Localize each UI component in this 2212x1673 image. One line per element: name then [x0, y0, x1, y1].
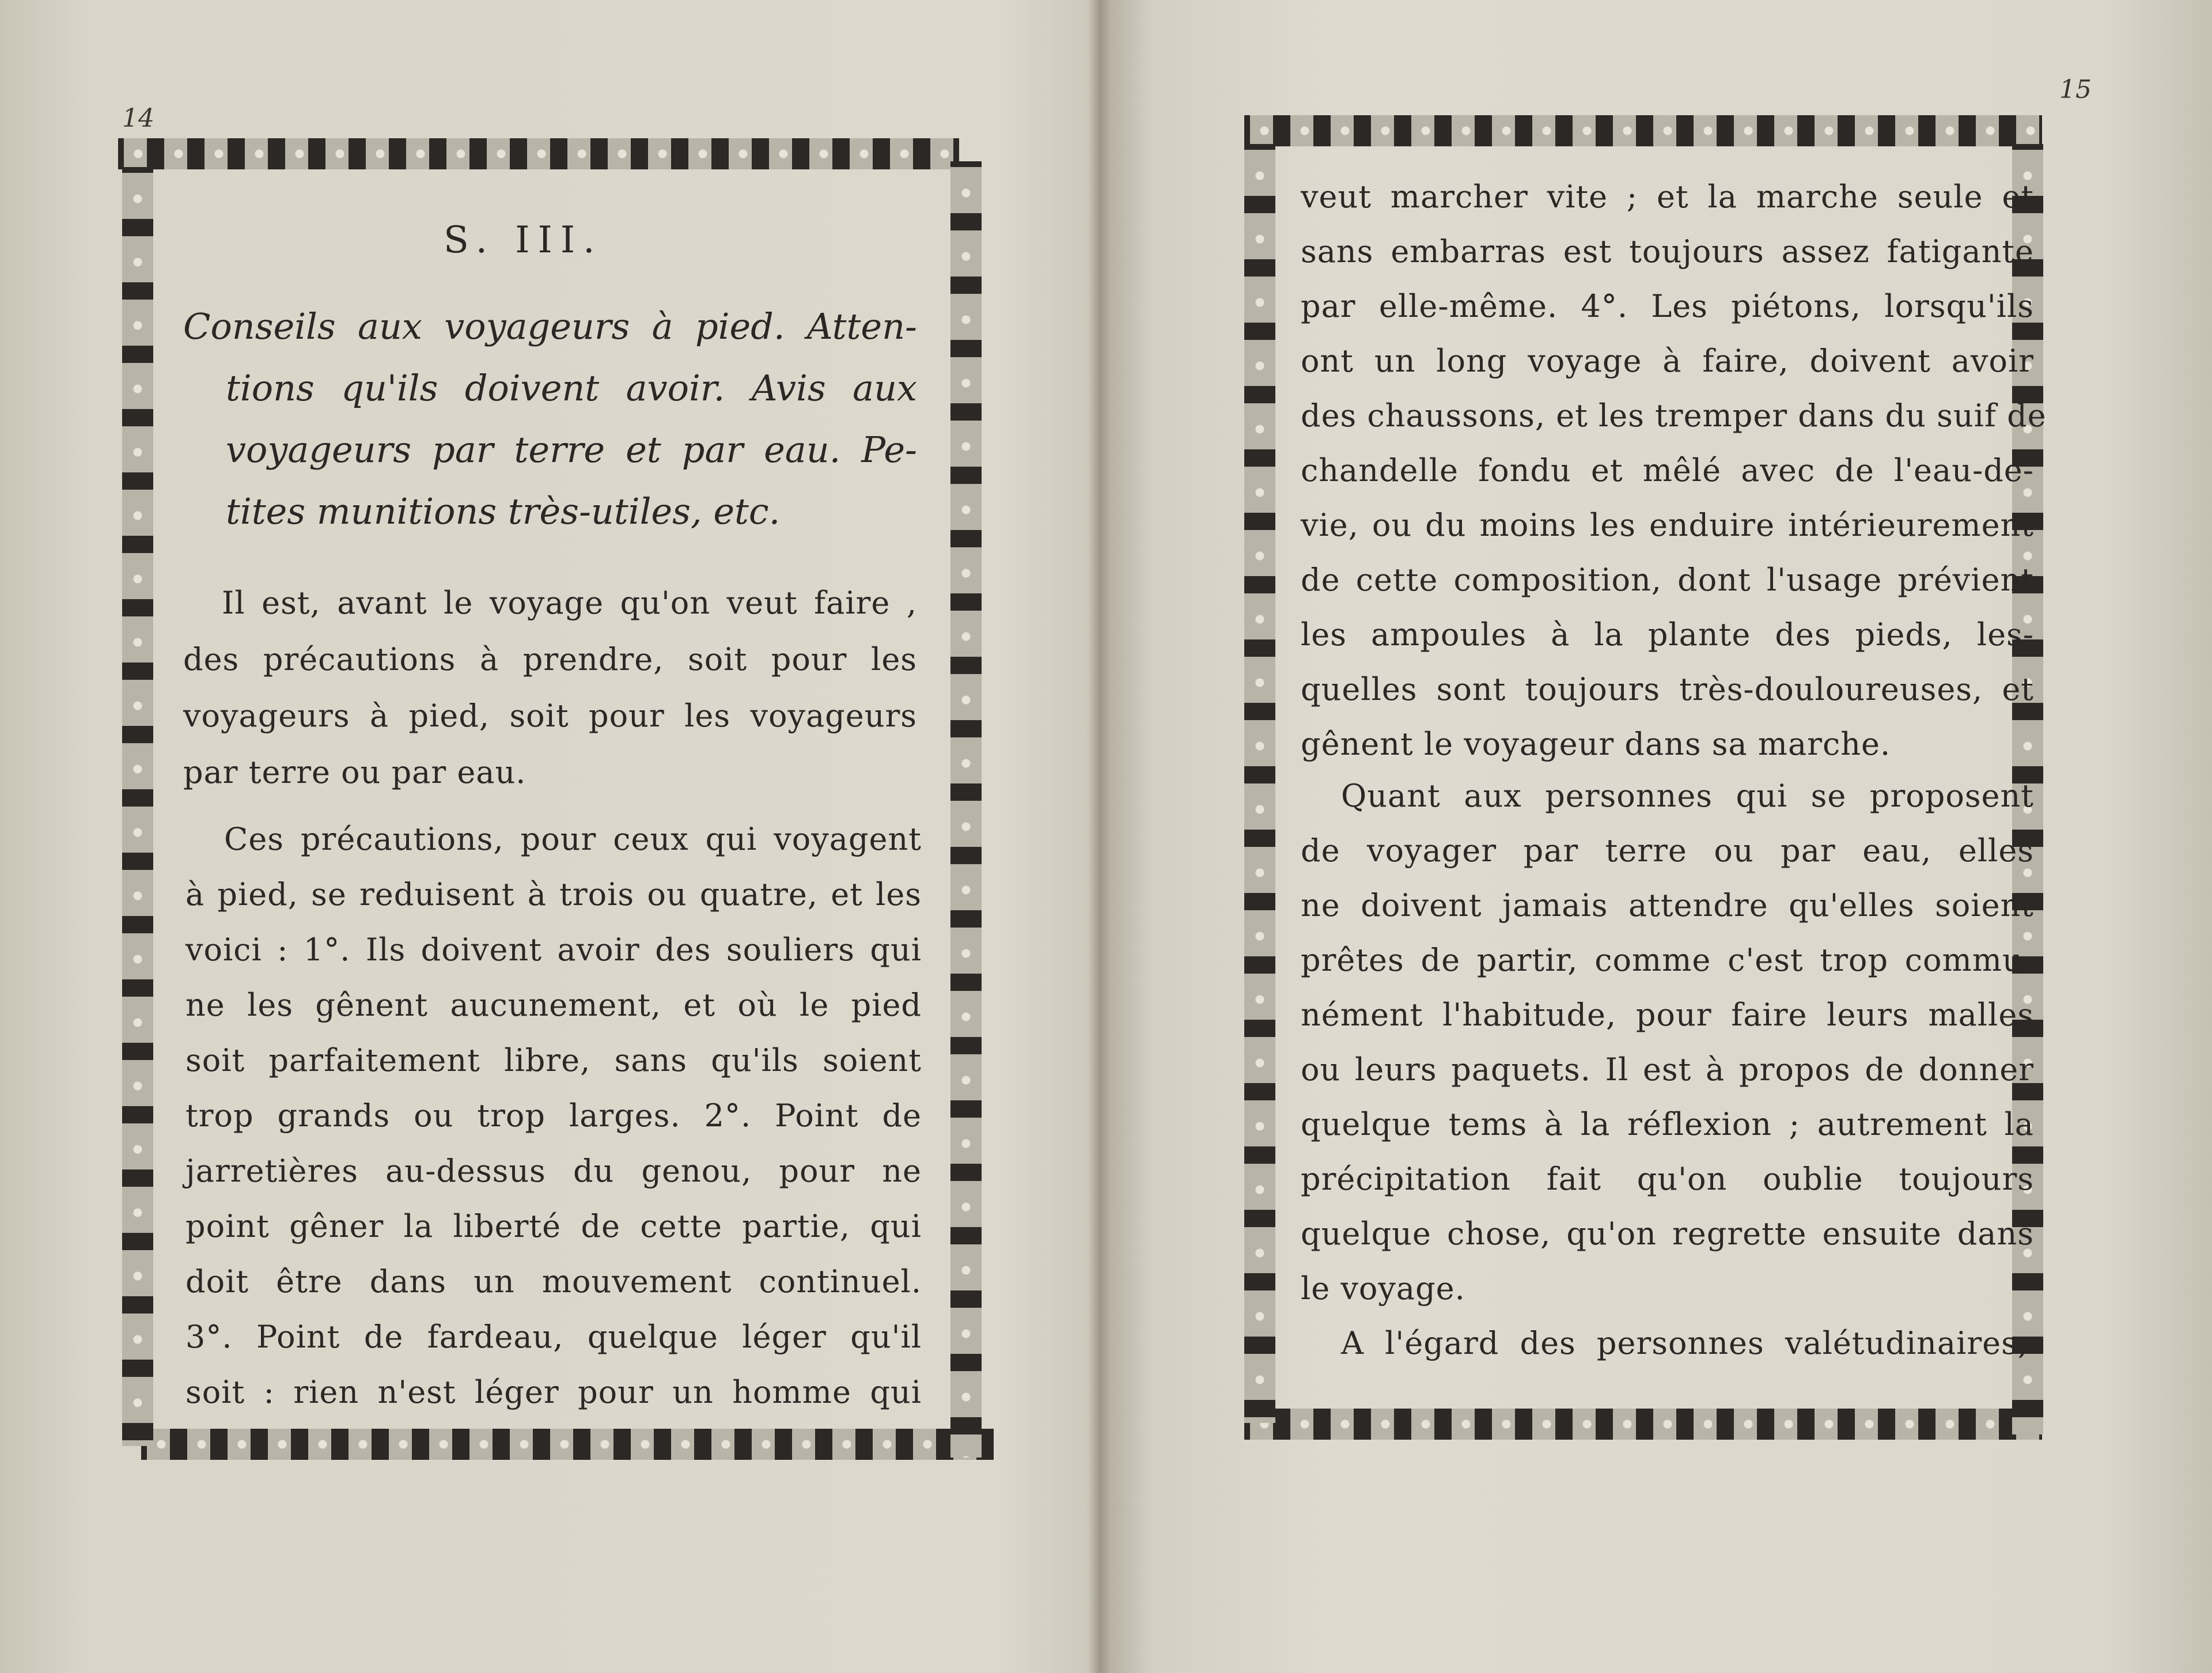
- text-line: point gêner la liberté de cette partie, qui: [185, 1208, 922, 1244]
- text-line: de cette composition, dont l'usage prévient: [1301, 562, 2034, 598]
- text-line: doit être dans un mouvement continuel.: [185, 1263, 922, 1300]
- text-line: ont un long voyage à faire, doivent avoir: [1301, 343, 2034, 379]
- text-line: tites munitions très-utiles, etc.: [226, 490, 781, 532]
- text-line: Ces précautions, pour ceux qui voyagent: [224, 821, 922, 857]
- right-page: [1103, 0, 2212, 1673]
- text-line: des précautions à prendre, soit pour les: [183, 641, 917, 677]
- text-line: voici : 1°. Ils doivent avoir des souliers qui: [185, 932, 922, 968]
- text-line: par terre ou par eau.: [183, 754, 527, 790]
- text-line: soit : rien n'est léger pour un homme qui: [185, 1374, 922, 1410]
- text-line: voyageurs par terre et par eau. Pe-: [226, 429, 917, 471]
- text-line: voyageurs à pied, soit pour les voyageurs: [183, 698, 917, 734]
- text-line: trop grands ou trop larges. 2°. Point de: [185, 1097, 922, 1134]
- text-line: précipitation fait qu'on oublie toujours: [1301, 1161, 2034, 1197]
- text-line: veut marcher vite ; et la marche seule et: [1301, 179, 2034, 215]
- text-line: quelque chose, qu'on regrette ensuite dans: [1301, 1216, 2034, 1252]
- text-line: quelles sont toujours très-douloureuses, et: [1301, 671, 2034, 707]
- text-line: prêtes de partir, comme c'est trop commu-: [1301, 942, 2034, 978]
- text-line: Quant aux personnes qui se proposent: [1341, 778, 2034, 814]
- text-line: tions qu'ils doivent avoir. Avis aux: [226, 367, 917, 409]
- text-line: par elle-même. 4°. Les piétons, lorsqu'ils: [1301, 288, 2034, 324]
- text-line: Il est, avant le voyage qu'on veut faire ,: [222, 585, 917, 621]
- text-line: chandelle fondu et mêlé avec de l'eau-de-: [1301, 452, 2034, 489]
- text-line: ne doivent jamais attendre qu'elles soient: [1301, 887, 2034, 923]
- text-line: ne les gênent aucunement, et où le pied: [185, 987, 922, 1023]
- text-line: gênent le voyageur dans sa marche.: [1301, 726, 1891, 762]
- text-line: ou leurs paquets. Il est à propos de donner: [1301, 1051, 2034, 1088]
- text-line: les ampoules à la plante des pieds, les-: [1301, 616, 2034, 653]
- left-page: [0, 0, 1097, 1673]
- page-number: 15: [2059, 75, 2092, 104]
- section-heading: S. III.: [444, 219, 603, 262]
- text-line: de voyager par terre ou par eau, elles: [1301, 832, 2034, 869]
- text-line: des chaussons, et les tremper dans du suif de: [1301, 398, 2047, 434]
- text-line: A l'égard des personnes valétudinaires,: [1341, 1325, 2028, 1361]
- text-line: à pied, se reduisent à trois ou quatre, et les: [185, 876, 922, 913]
- text-line: jarretières au-dessus du genou, pour ne: [185, 1153, 922, 1189]
- text-line: nément l'habitude, pour faire leurs malles: [1301, 997, 2034, 1033]
- text-line: Conseils aux voyageurs à pied. Atten-: [183, 305, 917, 347]
- text-line: vie, ou du moins les enduire intérieurement: [1301, 507, 2034, 543]
- text-line: soit parfaitement libre, sans qu'ils soient: [185, 1042, 922, 1078]
- text-line: le voyage.: [1301, 1270, 1465, 1307]
- page-number: 14: [122, 104, 154, 133]
- text-line: sans embarras est toujours assez fatigante: [1301, 233, 2034, 270]
- text-line: 3°. Point de fardeau, quelque léger qu'il: [185, 1319, 922, 1355]
- text-line: quelque tems à la réflexion ; autrement la: [1301, 1106, 2034, 1142]
